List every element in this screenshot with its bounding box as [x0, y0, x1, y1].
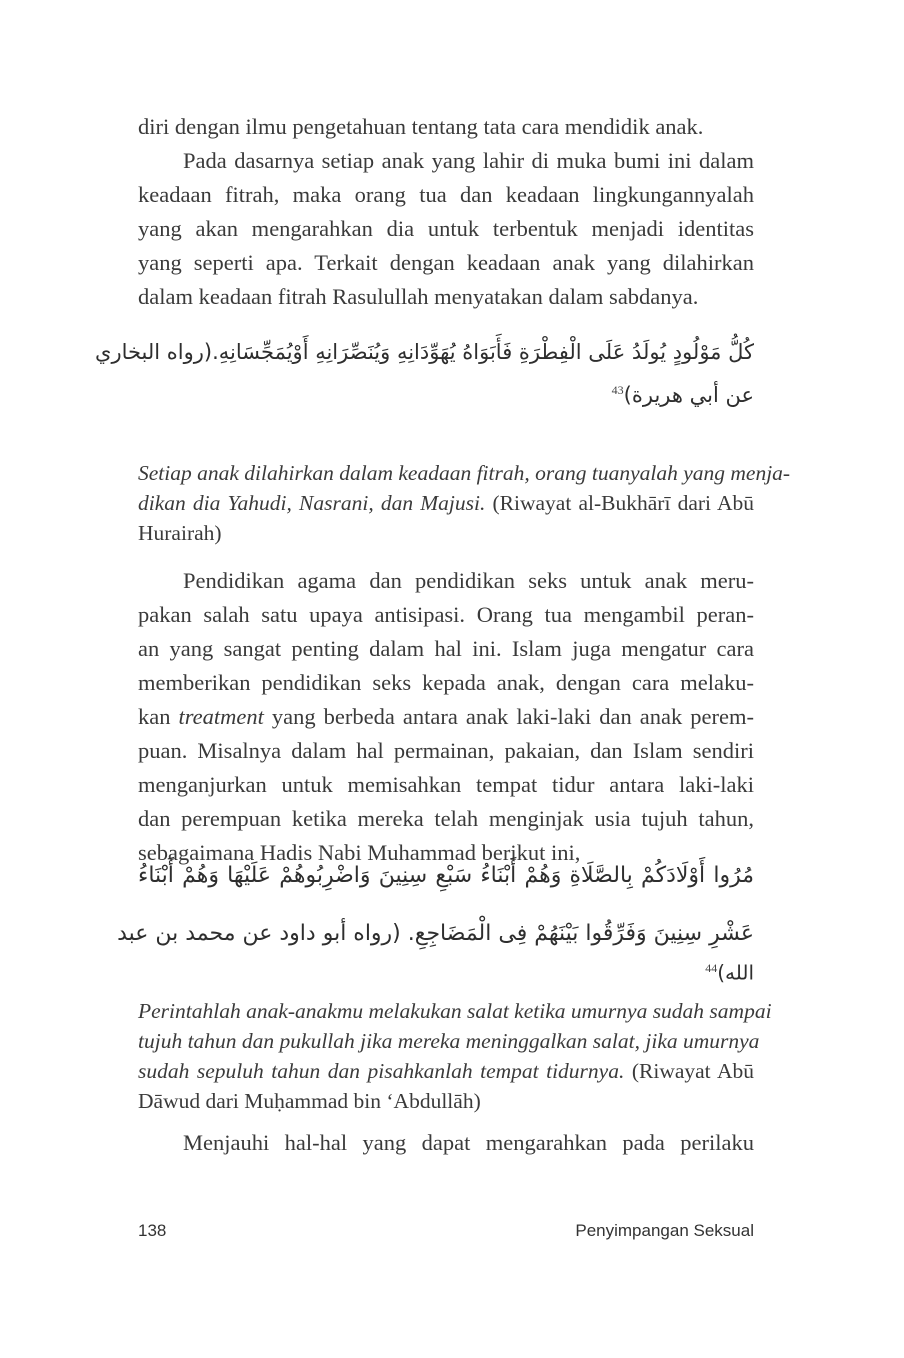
translation2-line-3-italic: sudah sepuluh tahun dan pisahkanlah tempat tidurnya. [138, 1059, 625, 1083]
para3-line-6: puan. Misalnya dalam hal permainan, pakaian, dan Islam sendiri [138, 738, 754, 763]
translation1-line-2-source: (Riwayat al-Bukhārī dari Abū [485, 491, 754, 515]
page-number: 138 [138, 1221, 167, 1240]
translation1-line-2-italic: dikan dia Yahudi, Nasrani, dan Majusi. [138, 491, 486, 515]
para4-line-1: Menjauhi hal-hal yang dapat mengarahkan pada perilaku [183, 1130, 754, 1155]
hadith2-line-2: عَشْرِ سِنِينَ وَفَرِّقُوا بَيْنَهُمْ فِى الْمَضَاجِعِ. (رواه أبو داود عن محمد بن عبد [117, 921, 754, 946]
hadith1-text: عن أبي هريرة) [623, 383, 754, 407]
para3-line-5-italic: treatment [178, 704, 264, 729]
para3-line-1: Pendidikan agama dan pendidikan seks untuk anak meru- [183, 568, 754, 593]
translation2-line-4: Dāwud dari Muḥammad bin ‘Abdullāh) [138, 1089, 481, 1113]
footnote-43: 43 [611, 383, 624, 397]
hadith2-line-1: مُرُوا أَوْلَادَكُمْ بِالصَّلَاةِ وَهُمْ أَبْنَاءُ سَبْعِ سِنِينَ وَاضْرِبُوهُمْ عَلَيْهَا وَهُمْ أَبْنَاءُ [138, 863, 754, 888]
para3-line-7: menganjurkan untuk memisahkan tempat tidur antara laki-laki [138, 772, 754, 797]
translation1-line-1: Setiap anak dilahirkan dalam keadaan fitrah, orang tuanyalah yang menja- [138, 461, 791, 485]
para3-line-5 [138, 700, 754, 734]
para2-line-1: Pada dasarnya setiap anak yang lahir di muka bumi ini dalam [183, 148, 754, 173]
para3-line-4: memberikan pendidikan seks kepada anak, dengan cara melaku- [138, 670, 754, 695]
para3-line-2: pakan salah satu upaya antisipasi. Orang tua mengambil peran- [138, 602, 754, 627]
translation2-line-2: tujuh tahun dan pukullah jika mereka meninggalkan salat, jika umurnya [138, 1029, 760, 1053]
para2-line-2: keadaan fitrah, maka orang tua dan keadaan lingkungannyalah [138, 182, 754, 207]
para3-line-5-post: yang berbeda antara anak laki-laki dan anak perem- [263, 704, 754, 729]
translation2-line-1: Perintahlah anak-anakmu melakukan salat ketika umurnya sudah sampai [138, 999, 772, 1023]
hadith2-text: الله) [717, 960, 754, 985]
hadith2-line-3 [138, 946, 754, 995]
hadith1-line-1: كُلُّ مَوْلُودٍ يُولَدُ عَلَى الْفِطْرَةِ فَأَبَوَاهُ يُهَوِّدَانِهِ وَيُنَصِّرَانِهِ أَوْيُمَجِّسَانِهِ.(رواه البخاري [95, 340, 754, 364]
para3-line-3: an yang sangat penting dalam hal ini. Islam juga mengatur cara [138, 636, 754, 661]
translation1-line-3: Hurairah) [138, 521, 222, 545]
translation2-line-3 [138, 1054, 754, 1088]
translation1-line-2 [138, 486, 754, 520]
para3-line-8: dan perempuan ketika mereka telah menginjak usia tujuh tahun, [138, 806, 754, 831]
para2-line-4: yang seperti apa. Terkait dengan keadaan anak yang dilahirkan [138, 250, 754, 275]
para2-line-5: dalam keadaan fitrah Rasulullah menyatakan dalam sabdanya. [138, 284, 699, 309]
para3-line-5-pre: kan [138, 704, 179, 729]
para3-line-9: sebagaimana Hadis Nabi Muhammad berikut ini, [138, 840, 581, 865]
hadith1-line-2 [138, 372, 754, 413]
para1-line-1: diri dengan ilmu pengetahuan tentang tata cara mendidik anak. [138, 114, 704, 139]
para2-line-3: yang akan mengarahkan dia untuk terbentuk menjadi identitas [138, 216, 754, 241]
footnote-44: 44 [705, 961, 718, 975]
running-footer-title: Penyimpangan Seksual [575, 1221, 754, 1240]
translation2-line-3-source: (Riwayat Abū [624, 1059, 754, 1083]
